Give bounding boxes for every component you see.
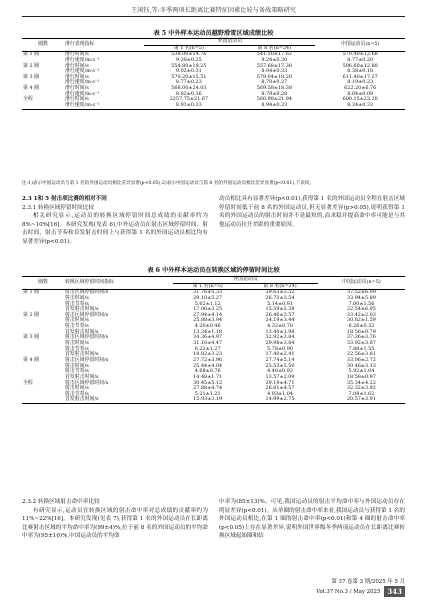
table5-note: 注:1)表示中国运动员与第 1 名的外国运动员相比差异显著(p<0.05);2)表示中国运动员与前 8 名的外国运动员相比差异显著(p<0.01),下表同。: [22, 181, 314, 186]
t6-h-f1: 第 1 名(n=5): [192, 282, 223, 289]
value-cell: 9.30±0.25: [175, 56, 202, 63]
paragraph: 动员相比具有显著差异(p<0.01),获得第 1 名的外国运动员全程在射击区域停留时间低于前 8 名的外国运动员,但无显著差异(p>0.05),说明获得第 1 名的外国运动员的射击时间并不是最短的,而求稳并提高命中率可能是与其他运动员拉开差距的重要原因。: [219, 196, 405, 228]
metric-cell: 滑行时间/s: [65, 96, 89, 103]
table-row: [22, 103, 405, 109]
value-cell: 13.57±2.09: [265, 373, 295, 380]
page-footer: [316, 579, 405, 597]
value-cell: 5.62±1.12: [194, 300, 221, 307]
metric-cell: 首发射击时间/s: [65, 328, 99, 335]
t6-h-foreign: 外国运动员: [173, 277, 318, 284]
lap-cell: 全程: [23, 96, 33, 103]
value-cell: 26.73±3.54: [265, 294, 295, 301]
paragraph: 有研究显示,运动员在转换区域的射击命中率对总成绩的贡献率约为 11%~22%[16]。本研究发现(见表 7),获得第 1 名的外国运动员在长距离比赛射击区域的平均命中率为(99±4)%,位于前 8 名的外国运动员的平均命中率为(95±10)%,中国运动员的平均命: [22, 507, 208, 540]
value-cell: 18.58±0.97: [346, 373, 376, 380]
value-cell: 7.88±1.55: [348, 345, 375, 352]
metric-cell: 首发射击时间/s: [65, 306, 99, 313]
metric-cell: 射击节奏/s: [65, 345, 89, 352]
value-cell: 18.56±0.79: [346, 328, 376, 335]
paragraph: 2.3.1 转换区域停留时间比较: [22, 204, 94, 211]
header-rule: [22, 16, 405, 17]
value-cell: 9.24±0.30: [261, 56, 288, 63]
lap-cell: 第 4 圈: [23, 85, 40, 92]
metric-cell: 射击节奏/s: [65, 390, 89, 397]
value-cell: 29.98±3.84: [265, 340, 295, 347]
value-cell: 8.70±0.27: [261, 79, 288, 86]
lap-cell: 第 3 圈: [23, 73, 40, 80]
value-cell: 5.14±0.91: [267, 300, 293, 307]
value-cell: 5.92±1.04: [348, 368, 375, 375]
value-cell: 18.82±3.23: [193, 351, 223, 358]
value-cell: 15.59±2.38: [265, 306, 295, 313]
value-cell: 8.38±0.18: [347, 68, 374, 75]
value-cell: 4.32±0.78: [267, 323, 293, 330]
value-cell: 541.50±17.62: [256, 51, 292, 58]
metric-cell: 射击区域停留时间/s: [65, 379, 109, 386]
running-header: 王闲钰,等:冬季两项长距离比赛特征因素比较与备战策略研究: [131, 7, 296, 14]
left-column-1: [22, 195, 208, 247]
paragraph: 相关研究显示,运动员的转换区域停留时间总成绩的贡献率约为 8%~10%[16]。本研究发现(见表 6),中外运动员在射击区域停留时间、射击时间、射击节奏和首发射击时间上与获得第 1 名的外国运动员相比均有显著差异(p<0.01)。: [22, 213, 208, 245]
metric-cell: 射击时间/s: [65, 317, 89, 324]
left-column-2: [22, 498, 208, 541]
metric-cell: 射击区域停留时间/s: [65, 356, 109, 363]
value-cell: 578.04±18.20: [256, 73, 292, 80]
value-cell: 7.00±1.56: [348, 300, 375, 307]
value-cell: 24.19±3.44: [265, 317, 295, 324]
metric-cell: 射击时间/s: [65, 294, 89, 301]
value-cell: 6.22±1.27: [194, 345, 221, 352]
t5-h-f1: 第 1 名(n=5): [173, 44, 204, 51]
metric-cell: 射击节奏/s: [65, 323, 89, 330]
metric-cell: 滑行时间/s: [65, 62, 89, 69]
lap-cell: 第 1 圈: [23, 289, 40, 296]
t6-h-cn: 中国运动员(n=5): [342, 279, 381, 286]
metric-cell: 射击时间/s: [65, 362, 89, 369]
value-cell: 33.94±5.89: [346, 294, 376, 301]
value-cell: 17.40±2.41: [265, 351, 295, 358]
page-number: 343: [384, 586, 405, 597]
metric-cell: 射击区域停留时间/s: [65, 311, 109, 318]
value-cell: 8.94±0.33: [261, 102, 288, 109]
table6: [22, 276, 405, 404]
value-cell: 32.32±3.92: [346, 385, 376, 392]
value-cell: 31.10±4.47: [193, 340, 223, 347]
value-cell: 8.82±0.36: [175, 90, 202, 97]
value-cell: 611.40±17.27: [342, 73, 378, 80]
value-cell: 2257.75±21.67: [169, 96, 209, 103]
t5-h-f2: 前 8 名(n=24): [257, 44, 291, 51]
t5-h-area: 滑行表现指标: [65, 41, 95, 48]
metric-cell: 滑行速度/m·s⁻¹: [65, 79, 100, 86]
right-column-2: [219, 498, 405, 541]
t6-h-area: 转换区域停留时间指标: [65, 279, 114, 286]
value-cell: 5.78±0.90: [267, 345, 293, 352]
value-cell: 31.76±5.33: [193, 289, 223, 296]
lap-cell: 第 2 圈: [23, 62, 40, 69]
footer-issue-en: Vol.37 No.3 / May 2025: [316, 589, 381, 595]
metric-cell: 射击节奏/s: [65, 368, 89, 375]
value-cell: 30.82±1.59: [346, 317, 376, 324]
value-cell: 4.93±1.04: [267, 390, 293, 397]
value-cell: 8.94±0.33: [261, 68, 288, 75]
value-cell: 596.60±12.80: [342, 62, 378, 69]
value-cell: 570.40±12.68: [342, 51, 378, 58]
metric-cell: 滑行速度/m·s⁻¹: [65, 56, 100, 63]
value-cell: 8.79±0.28: [261, 90, 288, 97]
value-cell: 8.77±0.23: [175, 79, 202, 86]
metric-cell: 首发射击时间/s: [65, 396, 99, 403]
lap-cell: 第 2 圈: [23, 311, 40, 318]
lap-cell: 第 3 圈: [23, 334, 40, 341]
value-cell: 15.93±3.19: [193, 396, 223, 403]
value-cell: 26.61±4.57: [265, 385, 295, 392]
value-cell: 9.02±0.31: [175, 68, 202, 75]
value-cell: 569.58±18.38: [256, 85, 292, 92]
value-cell: 37.52±6.09: [346, 289, 376, 296]
metric-cell: 滑行时间/s: [65, 85, 89, 92]
value-cell: 26.46±3.57: [265, 311, 295, 318]
value-cell: 557.68±17.38: [256, 62, 292, 69]
paragraph: 中率为(85±13)%。可见,我国运动员的射击平均命中率与外国运动员存在明显差异(p<0.01)。从单圈的射击命中率来看,我国运动员与获得第 1 名的外国运动员相比,在第 1 圈的射击命中率(p<0.01)和第 4 圈的射击命中率(p<0.05)上存在显著差异,说明外国世界级冬季两项运动员在长距离比赛转换区域起始圈和结: [219, 499, 405, 540]
metric-cell: 射击区域停留时间/s: [65, 289, 109, 296]
value-cell: 14.99±2.75: [265, 396, 295, 403]
value-cell: 22.56±3.81: [346, 351, 376, 358]
metric-cell: 滑行速度/m·s⁻¹: [65, 68, 100, 75]
value-cell: 538.00±14.76: [171, 51, 207, 58]
value-cell: 14.48±1.71: [193, 373, 223, 380]
value-cell: 37.36±3.76: [346, 334, 376, 341]
metric-cell: 射击节奏/s: [65, 300, 89, 307]
value-cell: 25.53±5.50: [265, 362, 295, 369]
table6-caption: 表 6 中外样本运动员在转换区域的停留时间比较: [147, 267, 280, 274]
value-cell: 27.72±3.96: [193, 356, 223, 363]
paragraph: 2.3 1和 5 射击项比赛的相对不同: [22, 196, 107, 202]
value-cell: 33.92±3.87: [346, 340, 376, 347]
value-cell: 30.46±3.13: [346, 362, 376, 369]
lap-cell: [22, 397, 64, 403]
value-cell: 570.20±15.51: [171, 73, 207, 80]
metric-cell: 射击时间/s: [65, 385, 89, 392]
metric-cell: 射击区域停留时间/s: [65, 334, 109, 341]
lap-cell: 全程: [23, 379, 33, 386]
t5-h-group: 圈数: [38, 41, 48, 48]
value-cell: 5.21±1.21: [194, 390, 221, 397]
value-cell: 622.20±6.76: [344, 85, 377, 92]
footer-issue-cn: 第 37 卷第 3 期/2025 年 5 月: [331, 579, 405, 585]
metric-cell: 射击时间/s: [65, 340, 89, 347]
value-cell: 8.04±0.09: [347, 90, 374, 97]
paragraph: 2.3.2 转换区域射击命中率比较: [22, 499, 100, 505]
lap-cell: 第 4 圈: [23, 356, 40, 363]
value-cell: 8.91±0.33: [175, 102, 202, 109]
value-cell: 7.08±1.62: [348, 390, 375, 397]
value-cell: 34.36±4.97: [193, 334, 223, 341]
value-cell: 560.98±21.94: [256, 96, 292, 103]
value-cell: 8.34±0.33: [347, 102, 374, 109]
value-cell: 32.92±3.84: [265, 334, 295, 341]
metric-cell: 滑行时间/s: [65, 73, 89, 80]
value-cell: 29.10±5.27: [193, 294, 223, 301]
value-cell: 6.26±0.32: [348, 323, 375, 330]
value-cell: 25.44±4.04: [193, 362, 223, 369]
value-cell: 29.19±4.71: [265, 379, 295, 386]
value-cell: 4.68±0.76: [194, 368, 221, 375]
value-cell: 4.48±0.92: [267, 368, 293, 375]
value-cell: 600.15±23.20: [342, 96, 378, 103]
value-cell: 568.00±24.03: [171, 85, 207, 92]
table-row: [22, 397, 405, 403]
value-cell: 20.57±3.91: [346, 396, 376, 403]
table5: [22, 38, 405, 110]
value-cell: 27.94±4.14: [193, 311, 223, 318]
t5-h-foreign: 外国运动员: [144, 39, 315, 46]
value-cell: 17.06±3.25: [193, 306, 223, 313]
value-cell: 27.88±4.74: [193, 385, 223, 392]
value-cell: 33.06±2.72: [346, 356, 376, 363]
t6-h-f2: 前 8 名(n=24): [263, 282, 297, 289]
metric-cell: 滑行速度/m·s⁻¹: [65, 102, 100, 109]
metric-cell: 首发射击时间/s: [65, 373, 99, 380]
value-cell: 25.88±3.94: [193, 317, 223, 324]
value-cell: 29.63±3.52: [265, 289, 295, 296]
right-column-1: [219, 195, 405, 229]
value-cell: 30.45±5.12: [193, 379, 223, 386]
value-cell: 13.34±1.18: [193, 328, 223, 335]
value-cell: 554.80±19.25: [171, 62, 207, 69]
metric-cell: 滑行时间/s: [65, 51, 89, 58]
value-cell: 4.20±0.46: [194, 323, 221, 330]
value-cell: 27.74±5.14: [265, 356, 295, 363]
value-cell: 22.54±6.05: [346, 306, 376, 313]
t5-h-cn: 中国运动员(n=5): [340, 41, 380, 48]
lap-cell: 第 1 圈: [23, 51, 40, 58]
value-cell: 33.42±2.03: [346, 311, 376, 318]
table5-caption: 表 5 中外样本运动员越野滑雪区域成绩比较: [153, 30, 274, 37]
value-cell: 35.34±4.22: [346, 379, 376, 386]
metric-cell: 首发射击时间/s: [65, 351, 99, 358]
t6-h-group: 圈数: [38, 279, 48, 286]
metric-cell: 滑行速度/m·s⁻¹: [65, 90, 100, 97]
lap-cell: [22, 103, 64, 109]
value-cell: 8.77±0.20: [347, 56, 374, 63]
value-cell: 13.40±1.98: [265, 328, 295, 335]
value-cell: 8.19±0.23: [347, 79, 374, 86]
